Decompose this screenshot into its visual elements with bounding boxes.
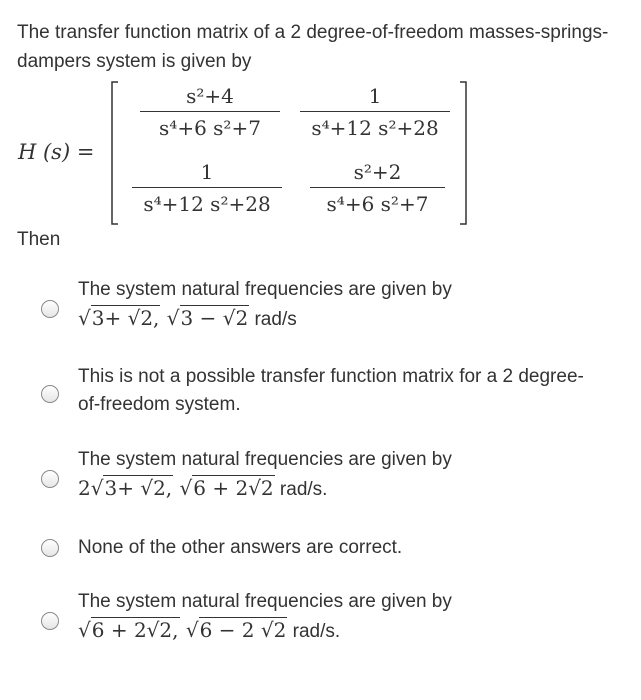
matrix-entry-r1c2 xyxy=(300,84,450,140)
answer-option-2[interactable] xyxy=(0,363,641,421)
sqrt-expression xyxy=(78,304,160,332)
matrix-entry-r2c1 xyxy=(132,160,282,216)
then-label: Then xyxy=(17,229,61,250)
answer-option-3[interactable] xyxy=(0,446,641,510)
numerator: s²+2 xyxy=(353,160,402,184)
answer-option-1[interactable] xyxy=(0,276,641,340)
numerator: 1 xyxy=(368,84,382,108)
matrix-entry-r1c1 xyxy=(140,84,280,140)
sqrt-icon: √ xyxy=(179,476,193,500)
numerator: 1 xyxy=(200,160,214,184)
sqrt-icon: √ xyxy=(166,306,180,330)
sqrt-icon: √ xyxy=(185,618,199,642)
option-label: The system natural frequencies are given by xyxy=(78,279,452,300)
option-text xyxy=(78,446,628,504)
option-label-line-2: of-freedom system. xyxy=(78,394,241,415)
radicand: 6 + 2√2, xyxy=(91,618,179,642)
denominator: s⁴+6 s²+7 xyxy=(159,116,261,140)
matrix-entry-r2c2 xyxy=(310,160,445,216)
fraction-bar xyxy=(300,111,450,112)
unit-label: rad/s. xyxy=(287,621,341,642)
radio-button[interactable] xyxy=(41,385,59,403)
option-text xyxy=(78,276,628,334)
right-bracket xyxy=(460,82,466,224)
radio-button[interactable] xyxy=(41,300,59,318)
sqrt-expression xyxy=(186,616,288,644)
radicand: 3+ √2, xyxy=(104,476,173,500)
sqrt-icon: √ xyxy=(78,618,91,642)
radio-button[interactable] xyxy=(41,612,59,630)
fraction-bar xyxy=(310,187,445,188)
denominator: s⁴+12 s²+28 xyxy=(311,116,439,140)
sqrt-expression xyxy=(167,304,249,332)
sqrt-icon: √ xyxy=(90,476,104,500)
answer-option-4[interactable] xyxy=(0,534,641,564)
question-stem: The transfer function matrix of a 2 degree-of-freedom masses-springs-dampers system is given by xyxy=(17,22,609,72)
fraction-bar xyxy=(140,111,280,112)
option-math xyxy=(78,474,628,504)
option-label: None of the other answers are correct. xyxy=(78,537,403,558)
left-bracket xyxy=(112,82,118,224)
radicand: 6 + 2√2 xyxy=(193,476,274,500)
option-text xyxy=(78,588,628,646)
transfer-matrix xyxy=(110,80,468,226)
radicand: 3+ √2, xyxy=(91,306,160,330)
option-math xyxy=(78,616,628,646)
equation-lhs: H (s) = xyxy=(18,140,95,164)
option-label: The system natural frequencies are given by xyxy=(78,591,452,612)
denominator: s⁴+12 s²+28 xyxy=(143,192,271,216)
option-label-line-1: This is not a possible transfer function matrix for a 2 degree- xyxy=(78,366,584,387)
answer-option-5[interactable] xyxy=(0,588,641,652)
denominator: s⁴+6 s²+7 xyxy=(326,192,429,216)
option-text xyxy=(78,363,628,419)
sqrt-expression xyxy=(91,474,173,502)
unit-label: rad/s. xyxy=(274,479,328,500)
fraction-bar xyxy=(132,187,282,188)
coefficient: 2 xyxy=(78,476,91,500)
sqrt-icon: √ xyxy=(78,306,91,330)
sqrt-expression xyxy=(180,474,275,502)
sqrt-expression xyxy=(78,616,180,644)
option-math xyxy=(78,304,628,334)
radicand: 3 − √2 xyxy=(180,306,249,330)
radio-button[interactable] xyxy=(41,470,59,488)
radio-button[interactable] xyxy=(41,539,59,557)
unit-label: rad/s xyxy=(249,309,297,330)
numerator: s²+4 xyxy=(186,84,234,108)
option-label: The system natural frequencies are given by xyxy=(78,449,452,470)
radicand: 6 − 2 √2 xyxy=(199,618,287,642)
